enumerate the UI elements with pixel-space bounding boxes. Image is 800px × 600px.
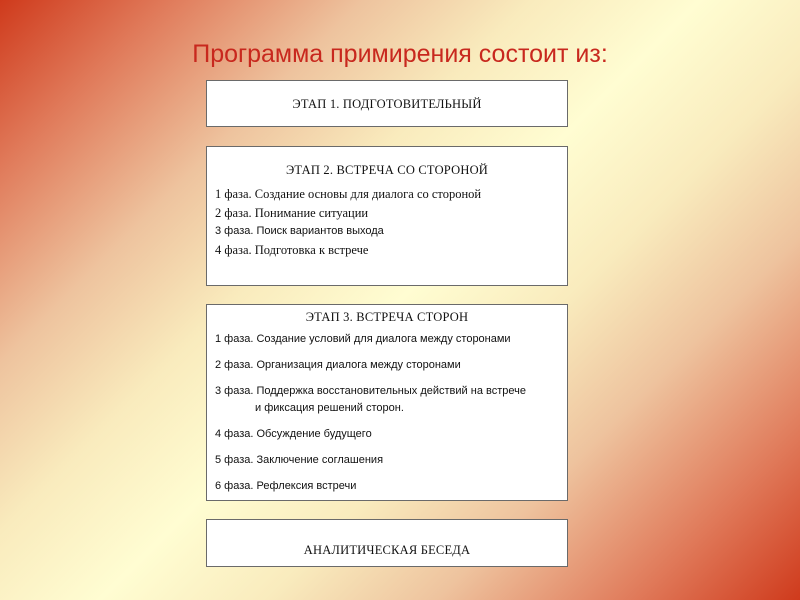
stage-3-phase-2: 2 фаза. Организация диалога между сторонами [215,359,461,371]
stage-3-phase-4: 4 фаза. Обсуждение будущего [215,428,372,440]
stage-1-box [206,80,568,127]
stage-3-phase-5: 5 фаза. Заключение соглашения [215,454,384,466]
stage-4-title: АНАЛИТИЧЕСКАЯ БЕСЕДА [303,543,471,557]
stage-3-phase-3-continued: и фиксация решений сторон. [255,402,404,414]
stage-3-phase-1: 1 фаза. Создание условий для диалога между сторонами [215,333,511,345]
slide-title: Программа примирения состоит из: [192,40,608,68]
stage-1-title: ЭТАП 1. ПОДГОТОВИТЕЛЬНЫЙ [292,97,482,111]
stage-2-phase-3: 3 фаза. Поиск вариантов выхода [215,225,384,237]
stage-3-phase-3: 3 фаза. Поддержка восстановительных действий на встрече [215,385,526,397]
stage-3-box [206,304,568,501]
stage-3-phase-6: 6 фаза. Рефлексия встречи [215,480,357,492]
stage-3-title: ЭТАП 3. ВСТРЕЧА СТОРОН [305,310,469,324]
stage-2-box [206,146,568,286]
stage-4-box [206,519,568,567]
stage-2-title: ЭТАП 2. ВСТРЕЧА СО СТОРОНОЙ [285,163,489,177]
stage-2-phase-2: 2 фаза. Понимание ситуации [215,206,369,220]
stage-2-phase-1: 1 фаза. Создание основы для диалога со стороной [215,187,482,201]
stage-2-phase-4: 4 фаза. Подготовка к встрече [215,243,369,257]
